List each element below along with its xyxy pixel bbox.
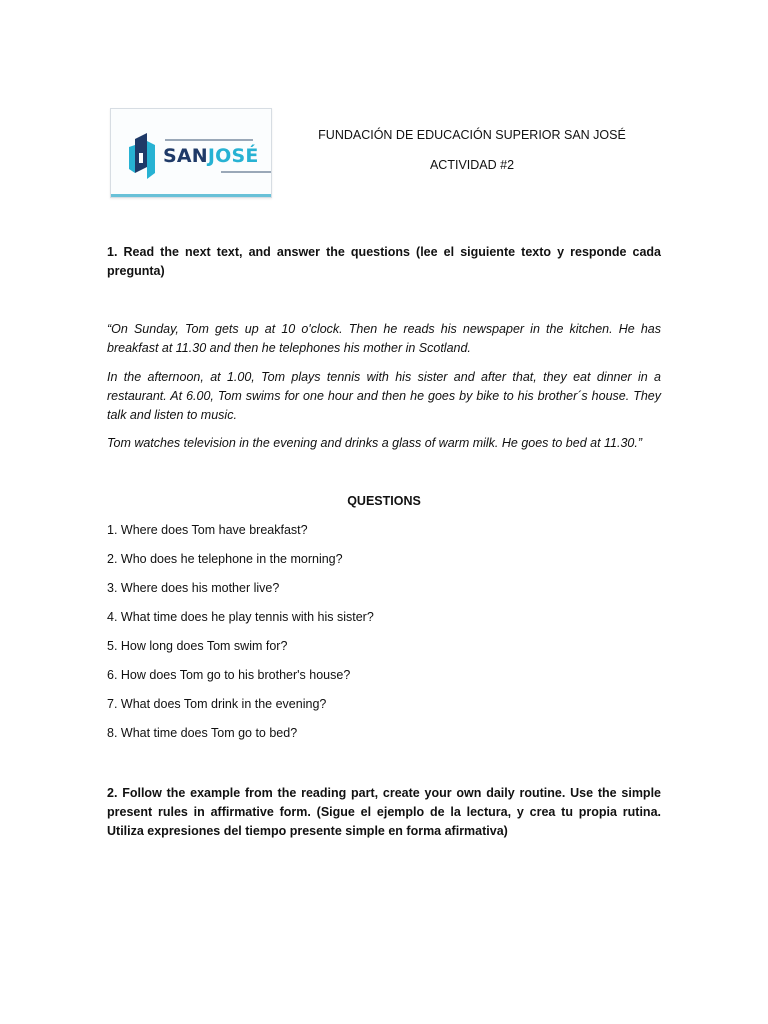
question-item: 7. What does Tom drink in the evening? bbox=[107, 697, 327, 711]
logo-text-san: SAN bbox=[163, 145, 208, 167]
reading-paragraph-1: “On Sunday, Tom gets up at 10 o'clock. Then he reads his newspaper in the kitchen. He has breakfast at 11.30 and then he telephones his mother in Scotland. bbox=[107, 322, 661, 355]
question-item: 1. Where does Tom have breakfast? bbox=[107, 523, 308, 537]
question-item: 5. How long does Tom swim for? bbox=[107, 639, 288, 653]
logo-subtitle-line bbox=[221, 171, 272, 173]
question-item: 8. What time does Tom go to bed? bbox=[107, 726, 298, 740]
question-item: 4. What time does he play tennis with his sister? bbox=[107, 610, 374, 624]
logo-bottom-border bbox=[111, 194, 271, 197]
logo-text-jose: JOSÉ bbox=[207, 145, 259, 167]
question-item: 2. Who does he telephone in the morning? bbox=[107, 552, 343, 566]
questions-title: QUESTIONS bbox=[347, 494, 421, 508]
section1-instruction: 1. Read the next text, and answer the questions (lee el siguiente texto y responde cada pregunta) bbox=[107, 245, 661, 278]
section2-instruction: 2. Follow the example from the reading part, create your own daily routine. Use the simple present rules in affirmative form. (Sigue el ejemplo de la lectura, y crea tu propia rutina. Utiliza expresiones del tiempo presente simple en forma afirmativa) bbox=[107, 786, 661, 838]
question-item: 6. How does Tom go to his brother's house? bbox=[107, 668, 351, 682]
institution-name: FUNDACIÓN DE EDUCACIÓN SUPERIOR SAN JOSÉ bbox=[318, 128, 626, 142]
san-jose-u-logo-icon bbox=[129, 133, 161, 179]
reading-paragraph-3: Tom watches television in the evening and drinks a glass of warm milk. He goes to bed at 11.30.” bbox=[107, 436, 643, 450]
question-item: 3. Where does his mother live? bbox=[107, 581, 280, 595]
institution-logo bbox=[110, 108, 272, 198]
logo-wordmark bbox=[163, 145, 259, 167]
activity-title: ACTIVIDAD #2 bbox=[429, 158, 515, 172]
logo-tagline-line bbox=[165, 139, 253, 141]
reading-paragraph-2: In the afternoon, at 1.00, Tom plays tennis with his sister and after that, they eat dinner in a restaurant. At 6.00, Tom swims for one hour and then he goes by bike to his brother´s house. They talk and listen to music. bbox=[107, 370, 661, 422]
